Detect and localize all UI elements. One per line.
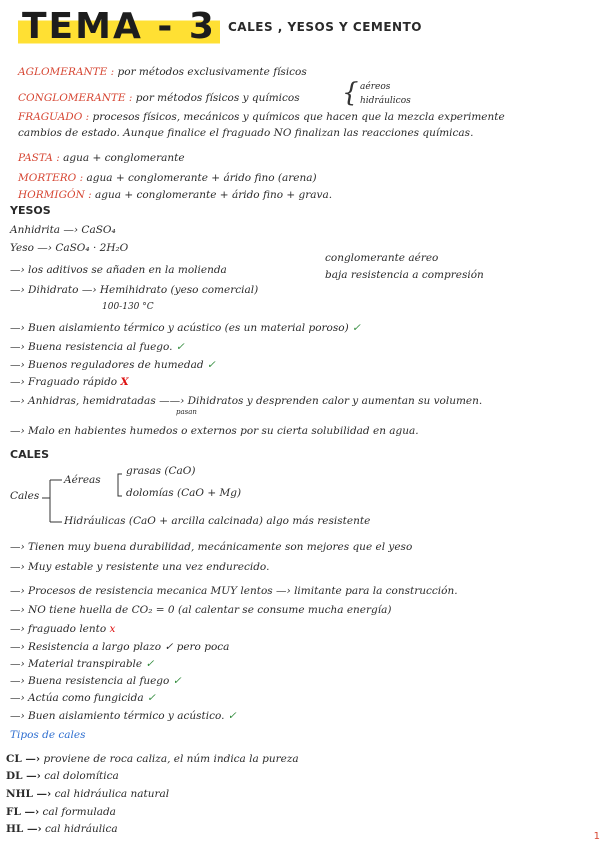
cales-item: —› Muy estable y resistente una vez endurecido.	[10, 561, 270, 573]
cales-aereas: Aéreas	[64, 474, 101, 486]
def-aglomerante: AGLOMERANTE : por métodos exclusivamente físicos	[18, 66, 307, 78]
def-mortero: MORTERO : agua + conglomerante + árido fino (arena)	[18, 172, 317, 184]
tipos-item: FL —› cal formulada	[6, 806, 116, 818]
section-cales-heading: CALES	[10, 448, 50, 461]
yesos-yeso: Yeso —› CaSO₄ · 2H₂O	[10, 242, 129, 254]
tipos-item: DL —› cal dolomítica	[6, 770, 119, 782]
def-conglomerante: CONGLOMERANTE : por métodos físicos y químicos	[18, 92, 300, 104]
page-subtitle: CALES , YESOS Y CEMENTO	[228, 20, 422, 34]
yesos-item: —› Buenos reguladores de humedad ✓	[10, 359, 216, 371]
yesos-item: —› Buen aislamiento térmico y acústico (es un material poroso) ✓	[10, 322, 361, 334]
yesos-side-note-2: baja resistencia a compresión	[325, 269, 484, 281]
tipos-item: HL —› cal hidráulica	[6, 823, 118, 835]
tipos-item: CL —› proviene de roca caliza, el núm indica la pureza	[6, 753, 299, 765]
cales-item: —› Actúa como fungicida ✓	[10, 692, 156, 704]
yesos-anhidrita: Anhidrita —› CaSO₄	[10, 224, 116, 236]
yesos-malo: —› Malo en habientes humedos o externos por su cierta solubilidad en agua.	[10, 425, 419, 437]
cales-item: —› Procesos de resistencia mecanica MUY lentos —› limitante para la construcción.	[10, 585, 458, 597]
cales-item: —› Resistencia a largo plazo ✓ pero poca	[10, 641, 230, 653]
yesos-anhidras: —› Anhidras, hemidratadas ——› Dihidratos y desprenden calor y aumentan su volumen.	[10, 395, 483, 407]
page-title: TEMA - 3	[18, 6, 220, 47]
def-hormigon: HORMIGÓN : agua + conglomerante + árido fino + grava.	[18, 189, 333, 201]
cales-hidraulicas: Hidráulicas (CaO + arcilla calcinada) algo más resistente	[64, 515, 371, 527]
cales-item: —› Buena resistencia al fuego ✓	[10, 675, 182, 687]
page-number: 1	[593, 831, 600, 842]
yesos-item: —› Fraguado rápido X	[10, 376, 129, 388]
conglomerante-option-1: aéreos	[360, 82, 391, 92]
yesos-item: —› Buena resistencia al fuego. ✓	[10, 341, 185, 353]
cales-item: —› fraguado lento x	[10, 623, 116, 635]
cales-item: —› Buen aislamiento térmico y acústico. ✓	[10, 710, 237, 722]
yesos-dihidrato: —› Dihidrato —› Hemihidrato (yeso comercial)	[10, 284, 259, 296]
section-yesos-heading: YESOS	[10, 204, 51, 217]
cales-item: —› NO tiene huella de CO₂ = 0 (al calentar se consume mucha energía)	[10, 604, 392, 616]
cales-item: —› Tienen muy buena durabilidad, mecánicamente son mejores que el yeso	[10, 541, 413, 553]
cales-root: Cales	[10, 490, 40, 502]
cales-grasas: grasas (CaO)	[126, 465, 196, 477]
tipos-item: NHL —› cal hidráulica natural	[6, 788, 170, 800]
def-fraguado-line2: cambios de estado. Aunque finalice el fraguado NO finalizan las reacciones químicas.	[18, 127, 474, 139]
yesos-temperature: 100-130 °C	[102, 302, 154, 312]
def-fraguado: FRAGUADO : procesos físicos, mecánicos y químicos que hacen que la mezcla experimente	[18, 111, 505, 123]
yesos-side-note-1: conglomerante aéreo	[325, 252, 439, 264]
def-pasta: PASTA : agua + conglomerante	[18, 152, 185, 164]
cales-dolomias: dolomías (CaO + Mg)	[126, 487, 242, 499]
yesos-aditivos: —› los aditivos se añaden en la molienda	[10, 264, 227, 276]
cales-item: —› Material transpirable ✓	[10, 658, 155, 670]
tipos-heading: Tipos de cales	[10, 729, 86, 741]
yesos-pasan-label: pasan	[176, 408, 197, 416]
brace-conglomerante: {	[342, 78, 359, 108]
conglomerante-option-2: hidráulicos	[360, 96, 411, 106]
